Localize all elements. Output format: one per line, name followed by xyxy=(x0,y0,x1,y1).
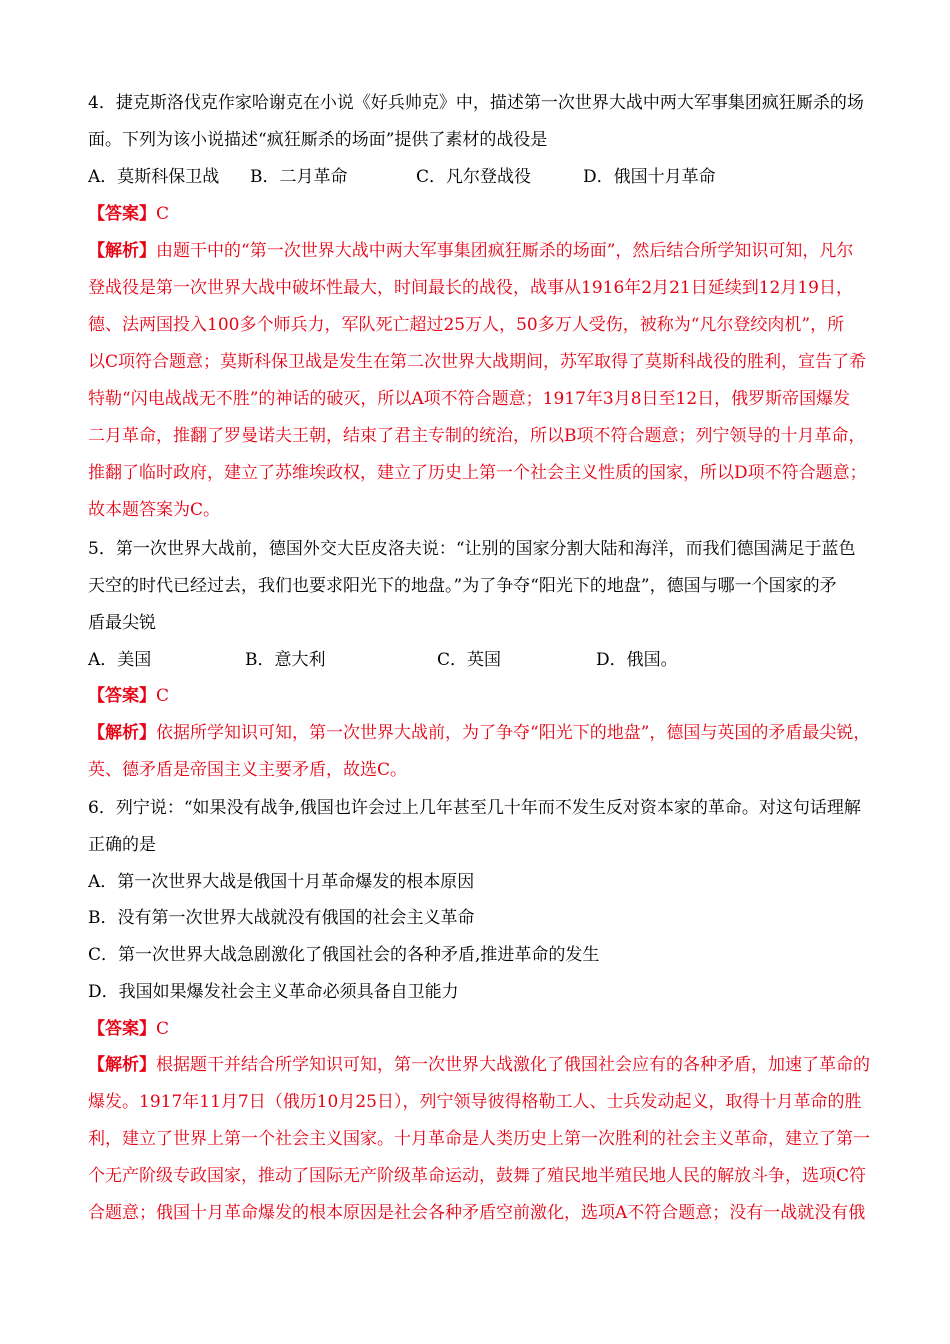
q4-analysis-line-2: 登战役是第一次世界大战中破坏性最大，时间最长的战役，战事从1916年2月21日延续到12月19日， xyxy=(88,278,853,298)
q5-option-c: C．英国 xyxy=(437,650,502,670)
analysis-tag: 【解析】 xyxy=(88,241,156,261)
q4-analysis-line-3: 德、法两国投入100多个师兵力，军队死亡超过25万人，50多万人受伤，被称为“凡尔登绞肉机”，所 xyxy=(88,315,845,335)
q6-option-a: A．第一次世界大战是俄国十月革命爆发的根本原因 xyxy=(88,872,475,892)
q5-stem-line-2: 天空的时代已经过去，我们也要求阳光下的地盘。”为了争夺“阳光下的地盘”，德国与哪一个国家的矛 xyxy=(88,576,837,596)
q6-analysis-line-3: 利，建立了世界上第一个社会主义国家。十月革命是人类历史上第一次胜利的社会主义革命，建立了第一 xyxy=(88,1129,870,1149)
q6-stem-line-2: 正确的是 xyxy=(88,835,156,855)
q5-option-b: B．意大利 xyxy=(245,650,326,670)
q4-stem-line-1: 4．捷克斯洛伐克作家哈谢克在小说《好兵帅克》中，描述第一次世界大战中两大军事集团疯狂厮杀的场 xyxy=(88,93,864,113)
q5-analysis-line-2: 英、德矛盾是帝国主义主要矛盾，故选C。 xyxy=(88,760,408,780)
q4-option-c: C．凡尔登战役 xyxy=(416,167,532,187)
q5-stem-line-1: 5．第一次世界大战前，德国外交大臣皮洛夫说：“让别的国家分割大陆和海洋，而我们德国满足于蓝色 xyxy=(88,539,856,559)
answer-tag: 【答案】 xyxy=(88,1019,156,1039)
q5-option-a: A．美国 xyxy=(88,650,152,670)
answer-tag: 【答案】 xyxy=(88,204,156,224)
q4-analysis-line-8: 故本题答案为C。 xyxy=(88,500,221,520)
answer-value: C xyxy=(156,1019,170,1039)
q4-option-a: A．莫斯科保卫战 xyxy=(88,167,220,187)
answer-tag: 【答案】 xyxy=(88,686,156,706)
q4-answer xyxy=(88,203,169,225)
q6-analysis-line-5: 合题意；俄国十月革命爆发的根本原因是社会各种矛盾空前激化，选项A不符合题意；没有一战就没有俄 xyxy=(88,1203,866,1223)
analysis-tag: 【解析】 xyxy=(88,723,156,743)
q5-analysis-line-1: 【解析】依据所学知识可知，第一次世界大战前，为了争夺“阳光下的地盘”，德国与英国的矛盾最尖锐， xyxy=(88,723,871,743)
analysis-tag: 【解析】 xyxy=(88,1055,156,1075)
answer-value: C xyxy=(156,686,170,706)
q4-analysis-line-1: 【解析】由题干中的“第一次世界大战中两大军事集团疯狂厮杀的场面”，然后结合所学知识可知，凡尔 xyxy=(88,241,854,261)
q6-option-b: B．没有第一次世界大战就没有俄国的社会主义革命 xyxy=(88,908,475,928)
q4-analysis-line-4: 以C项符合题意；莫斯科保卫战是发生在第二次世界大战期间，苏军取得了莫斯科战役的胜利，宣告了希 xyxy=(88,352,867,372)
q6-option-c: C．第一次世界大战急剧激化了俄国社会的各种矛盾,推进革命的发生 xyxy=(88,945,600,965)
q4-option-b: B．二月革命 xyxy=(250,167,348,187)
q4-analysis-line-6: 二月革命，推翻了罗曼诺夫王朝，结束了君主专制的统治，所以B项不符合题意；列宁领导的十月革命， xyxy=(88,426,866,446)
q4-analysis-line-7: 推翻了临时政府，建立了苏维埃政权，建立了历史上第一个社会主义性质的国家，所以D项不符合题意； xyxy=(88,463,867,483)
answer-value: C xyxy=(156,204,170,224)
q6-analysis-line-4: 个无产阶级专政国家，推动了国际无产阶级革命运动，鼓舞了殖民地半殖民地人民的解放斗争，选项C符 xyxy=(88,1166,867,1186)
q6-analysis-line-1: 【解析】根据题干并结合所学知识可知，第一次世界大战激化了俄国社会应有的各种矛盾，加速了革命的 xyxy=(88,1055,870,1075)
q5-option-d: D．俄国。 xyxy=(596,650,678,670)
q6-analysis-line-2: 爆发。1917年11月7日（俄历10月25日），列宁领导彼得格勒工人、士兵发动起义，取得十月革命的胜 xyxy=(88,1092,862,1112)
q6-answer xyxy=(88,1018,169,1040)
q4-option-d: D．俄国十月革命 xyxy=(583,167,716,187)
q5-answer xyxy=(88,685,169,707)
q6-stem-line-1: 6．列宁说：“如果没有战争,俄国也许会过上几年甚至几十年而不发生反对资本家的革命。对这句话理解 xyxy=(88,798,861,818)
q4-stem-line-2: 面。下列为该小说描述“疯狂厮杀的场面”提供了素材的战役是 xyxy=(88,130,548,150)
q5-stem-line-3: 盾最尖锐 xyxy=(88,613,156,633)
q4-analysis-line-5: 特勒“闪电战战无不胜”的神话的破灭，所以A项不符合题意；1917年3月8日至12日，俄罗斯帝国爆发 xyxy=(88,389,851,409)
q6-option-d: D．我国如果爆发社会主义革命必须具备自卫能力 xyxy=(88,982,459,1002)
